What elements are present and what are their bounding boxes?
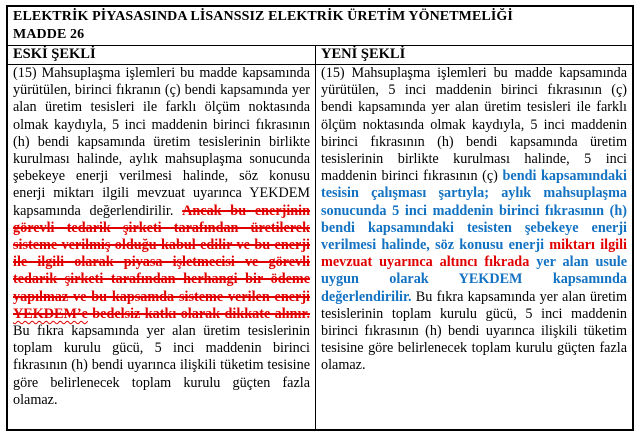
old-version-cell (8, 65, 316, 429)
new-version-paragraph (321, 65, 627, 375)
deleted-strikethrough-text (13, 203, 310, 322)
new-version-cell (316, 65, 632, 429)
old-version-column-header: ESKİ ŞEKLİ (8, 46, 316, 64)
regulation-title: ELEKTRİK PİYASASINDA LİSANSSIZ ELEKTRİK ÜRETİM YÖNETMELİĞİ (13, 9, 513, 24)
table-body-row (8, 65, 632, 429)
deleted-text-after-yekdem: bedelsiz katkı olarak dikkate alınır. (87, 305, 310, 322)
regulation-comparison-table (6, 5, 634, 431)
inserted-blue-text-second: yer alan usule uygun olarak YEKDEM kapsamında değerlendirilir. (321, 254, 628, 305)
new-version-column-header: YENİ ŞEKLİ (321, 46, 406, 62)
inserted-blue-text-first: bendi kapsamındaki tesisin çalışması şartıyla; aylık mahsuplaşma sonucunda 5 inci maddenin birinci fıkrasının (h) bendi kapsamındaki tesisten şebekeye enerji verilmesi halinde, söz konusu enerji (321, 168, 627, 254)
inserted-red-text: miktarı ilgili mevzuat uyarınca altıncı fıkrada (321, 237, 627, 271)
spellcheck-underlined-word: YEKDEM’e (13, 305, 88, 322)
column-headers-row (8, 46, 632, 65)
old-unchanged-intro-text: (15) Mahsuplaşma işlemleri bu madde kapsamında yürütülen, birinci fıkranın (ç) bendi kapsamında yer alan üretim tesisleri ile farklı ölçüm noktasında olmak kaydıyla, 5 inci maddenin birinci fıkrasının (h) bendi kapsamında üretim tesislerinin birlikte kurulması halinde, aylık mahsuplaşma sonucunda şebekeye enerji verilmesi halinde, söz konusu enerji miktarı ilgili mevzuat uyarınca YEKDEM kapsamında değerlendirilir. (13, 65, 310, 219)
new-unchanged-outro-text: Bu fıkra kapsamında yer alan üretim tesislerinin toplam kurulu gücü, 5 inci maddenin birinci fıkrasının (h) bendi uyarınca ilişkili tüketim tesisine göre belirlenecek toplam kurulu güçten fazla olamaz. (321, 288, 627, 374)
table-title-row (8, 7, 632, 46)
deleted-text-before-yekdem: Ancak bu enerjinin görevli tedarik şirketi tarafından üretilerek sisteme verilmiş olduğu kabul edilir ve bu enerji ile ilgili olarak piyasa işletmecisi ve görevli tedarik şirketi tarafından herhangi bir ödeme yapılmaz ve bu kapsamda sisteme verilen enerji (13, 202, 310, 305)
old-version-paragraph (13, 65, 310, 409)
old-unchanged-outro-text: Bu fıkra kapsamında yer alan üretim tesislerinin toplam kurulu gücü, 5 inci maddenin birinci fıkrasının (h) bendi uyarınca ilişkili tüketim tesisine göre belirlenecek toplam kurulu güçten fazla olamaz. (13, 323, 310, 408)
article-number: MADDE 26 (13, 26, 85, 42)
new-unchanged-intro-text: (15) Mahsuplaşma işlemleri bu madde kapsamında yürütülen, 5 inci maddenin birinci fıkrasının (ç) bendi kapsamında yer alan üretim tesisleri ile farklı ölçüm noktasında olmak kaydıyla, 5 inci maddenin birinci fıkrasının (h) bendi kapsamında üretim tesislerinin birlikte kurulması halinde, 5 inci maddenin birinci fıkrasının (ç) (321, 65, 627, 185)
